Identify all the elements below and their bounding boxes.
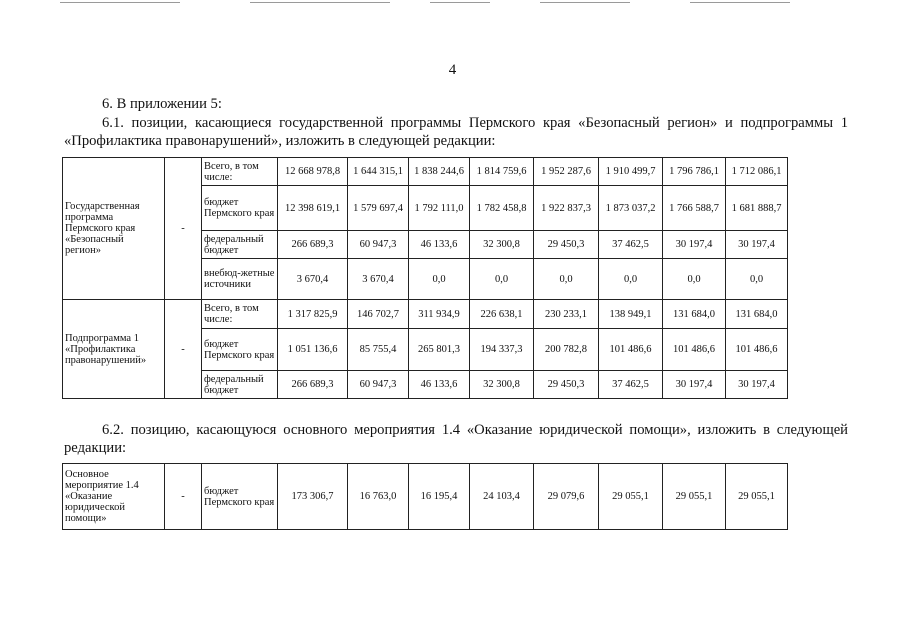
table-row [63,300,788,329]
value-cell: 29 055,1 [663,464,726,530]
value-cell: 1 317 825,9 [278,300,348,329]
value-cell: 194 337,3 [470,329,534,371]
activity-table [62,463,788,530]
value-cell: 1 782 458,8 [470,186,534,231]
scan-edge-line [250,2,390,3]
value-cell: 30 197,4 [726,231,788,259]
value-cell: 1 766 588,7 [663,186,726,231]
value-cell: 46 133,6 [409,231,470,259]
value-cell: 30 197,4 [663,371,726,399]
source-label: федеральный бюджет [202,231,278,259]
dash-cell: - [165,158,202,300]
value-cell: 3 670,4 [278,259,348,300]
value-cell: 1 792 111,0 [409,186,470,231]
source-label: бюджет Пермского края [202,464,278,530]
value-cell: 1 922 837,3 [534,186,599,231]
value-cell: 230 233,1 [534,300,599,329]
value-cell: 32 300,8 [470,231,534,259]
source-label: Всего, в том числе: [202,300,278,329]
value-cell: 29 055,1 [726,464,788,530]
value-cell: 24 103,4 [470,464,534,530]
value-cell: 138 949,1 [599,300,663,329]
value-cell: 0,0 [534,259,599,300]
table-row [63,464,788,530]
scan-edge-line [60,2,180,3]
subprogram-title: Подпрограмма 1 «Профилактика правонарушений» [63,300,165,399]
scan-edge-line [430,2,490,3]
source-label: бюджет Пермского края [202,186,278,231]
table-row [63,158,788,186]
value-cell: 16 763,0 [348,464,409,530]
source-label: Всего, в том числе: [202,158,278,186]
value-cell: 37 462,5 [599,231,663,259]
value-cell: 0,0 [663,259,726,300]
value-cell: 131 684,0 [726,300,788,329]
value-cell: 0,0 [409,259,470,300]
value-cell: 1 814 759,6 [470,158,534,186]
value-cell: 29 079,6 [534,464,599,530]
value-cell: 30 197,4 [663,231,726,259]
item-6-2-line-2: редакции: [64,440,127,456]
page-number: 4 [448,62,457,78]
source-label: бюджет Пермского края [202,329,278,371]
value-cell: 30 197,4 [726,371,788,399]
value-cell: 60 947,3 [348,371,409,399]
value-cell: 266 689,3 [278,231,348,259]
item-6-1-line-1: 6.1. позиции, касающиеся государственной программы Пермского края «Безопасный регион» и подпрограммы 1 [102,115,848,131]
item-6-2-line-1: 6.2. позицию, касающуюся основного мероприятия 1.4 «Оказание юридической помощи», изложить в следующей [102,422,848,438]
value-cell: 12 398 619,1 [278,186,348,231]
value-cell: 32 300,8 [470,371,534,399]
value-cell: 1 952 287,6 [534,158,599,186]
value-cell: 1 910 499,7 [599,158,663,186]
value-cell: 101 486,6 [726,329,788,371]
scan-edge-line [540,2,630,3]
dash-cell: - [165,464,202,530]
value-cell: 1 681 888,7 [726,186,788,231]
value-cell: 37 462,5 [599,371,663,399]
value-cell: 266 689,3 [278,371,348,399]
value-cell: 12 668 978,8 [278,158,348,186]
value-cell: 146 702,7 [348,300,409,329]
item-6-1-line-2: «Профилактика правонарушений», изложить в следующей редакции: [64,133,496,149]
value-cell: 3 670,4 [348,259,409,300]
source-label: федеральный бюджет [202,371,278,399]
value-cell: 16 195,4 [409,464,470,530]
value-cell: 173 306,7 [278,464,348,530]
value-cell: 60 947,3 [348,231,409,259]
dash-cell: - [165,300,202,399]
program-table [62,157,788,399]
value-cell: 0,0 [726,259,788,300]
value-cell: 1 796 786,1 [663,158,726,186]
value-cell: 1 712 086,1 [726,158,788,186]
value-cell: 265 801,3 [409,329,470,371]
value-cell: 1 644 315,1 [348,158,409,186]
value-cell: 1 838 244,6 [409,158,470,186]
section-heading: 6. В приложении 5: [102,96,222,112]
value-cell: 200 782,8 [534,329,599,371]
program-title: Государственная программа Пермского края «Безопасный регион» [63,158,165,300]
value-cell: 1 051 136,6 [278,329,348,371]
value-cell: 131 684,0 [663,300,726,329]
value-cell: 311 934,9 [409,300,470,329]
value-cell: 29 450,3 [534,231,599,259]
activity-title: Основное мероприятие 1.4 «Оказание юридической помощи» [63,464,165,530]
scan-edge-line [690,2,790,3]
value-cell: 85 755,4 [348,329,409,371]
value-cell: 29 450,3 [534,371,599,399]
value-cell: 226 638,1 [470,300,534,329]
value-cell: 46 133,6 [409,371,470,399]
value-cell: 101 486,6 [663,329,726,371]
value-cell: 0,0 [599,259,663,300]
value-cell: 1 873 037,2 [599,186,663,231]
value-cell: 101 486,6 [599,329,663,371]
value-cell: 29 055,1 [599,464,663,530]
source-label: внебюд-жетные источники [202,259,278,300]
value-cell: 1 579 697,4 [348,186,409,231]
value-cell: 0,0 [470,259,534,300]
